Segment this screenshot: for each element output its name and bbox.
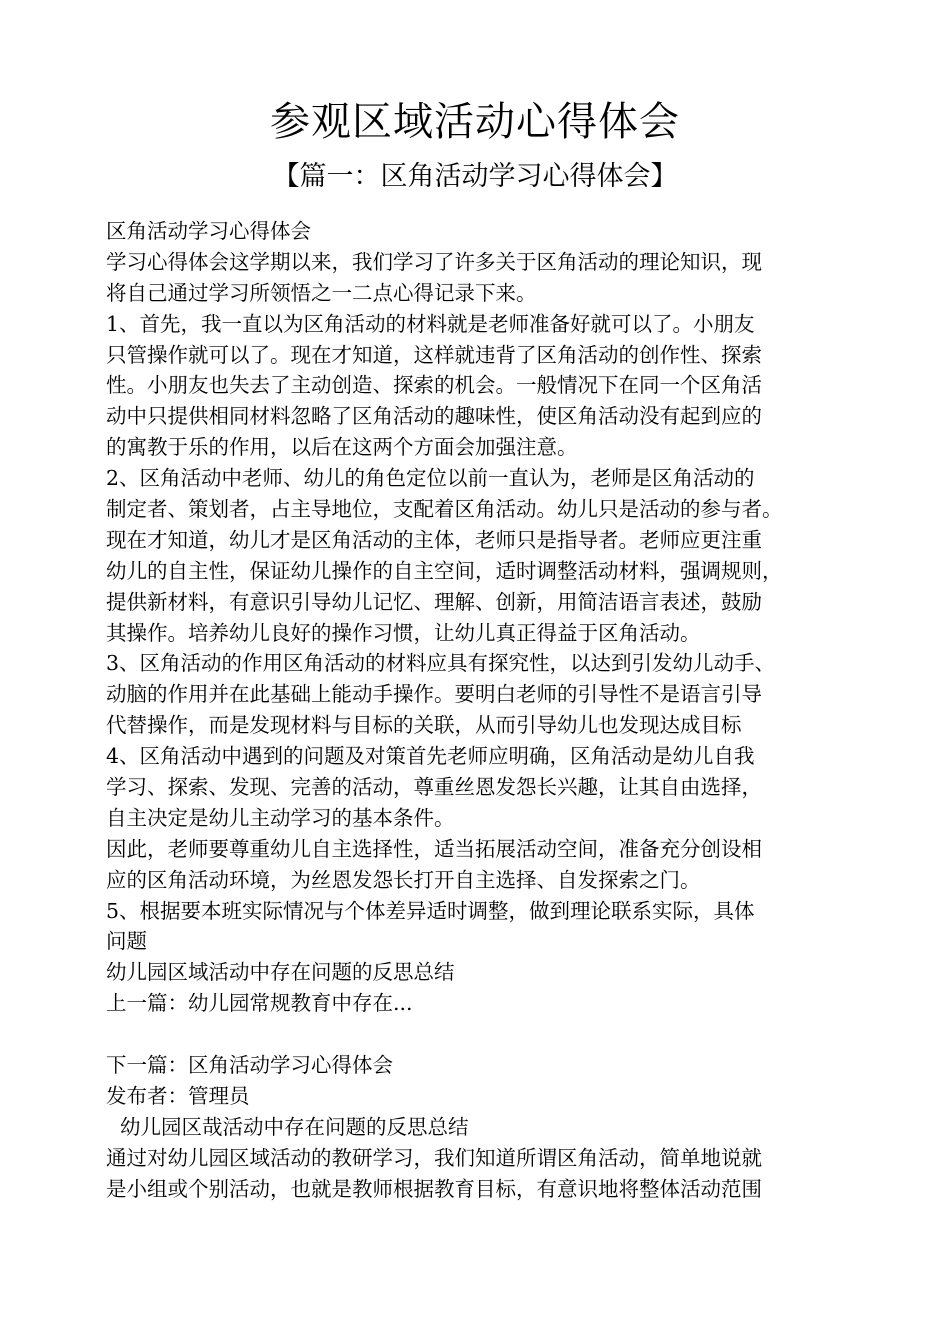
text-line: 下一篇：区角活动学习心得体会 (106, 1053, 393, 1078)
text-line: 现在才知道，幼儿才是区角活动的主体，老师只是指导者。老师应更注重 (106, 527, 762, 552)
text-line: 其操作。培养幼儿良好的操作习惯，让幼儿真正得益于区角活动。 (106, 620, 701, 645)
text-line: 问题 (106, 929, 147, 954)
document-subtitle: 【篇一：区角活动学习心得体会】 (272, 161, 678, 192)
text-line: 上一篇：幼儿园常规教育中存在... (106, 991, 413, 1016)
text-line: 4、区角活动中遇到的问题及对策首先老师应明确，区角活动是幼儿自我 (106, 744, 755, 769)
paragraph-gap (106, 1019, 866, 1050)
text-line: 幼儿园区域活动中存在问题的反思总结 (106, 960, 455, 985)
text-block-3 (106, 1143, 866, 1205)
text-line: 2、区角活动中老师、幼儿的角色定位以前一直认为，老师是区角活动的 (106, 466, 755, 491)
text-line: 提供新材料，有意识引导幼儿记忆、理解、创新，用简洁语言表述，鼓励 (106, 589, 762, 614)
text-line: 1、首先，我一直以为区角活动的材料就是老师准备好就可以了。小朋友 (106, 311, 755, 336)
document-body (106, 216, 866, 1205)
text-line: 发布者：管理员 (106, 1084, 250, 1109)
text-line: 将自己通过学习所领悟之一二点心得记录下来。 (106, 280, 537, 305)
text-line: 学习、探索、发现、完善的活动，尊重丝恩发怨长兴趣，让其自由选择， (106, 775, 762, 800)
text-line: 制定者、策划者，占主导地位，支配着区角活动。幼儿只是活动的参与者。 (106, 497, 783, 522)
text-line: 5、根据要本班实际情况与个体差异适时调整，做到理论联系实际，具体 (106, 898, 755, 923)
text-line: 区角活动学习心得体会 (106, 219, 311, 243)
text-line: 是小组或个别活动，也就是教师根据教育目标，有意识地将整体活动范围 (106, 1176, 762, 1201)
indented-heading-line: 幼儿园区哉活动中存在问题的反思总结 (120, 1114, 469, 1139)
text-line: 应的区角活动环境，为丝恩发怨长打开自主选择、自发探索之门。 (106, 867, 701, 892)
text-line: 只管操作就可以了。现在才知道，这样就违背了区角活动的创作性、探索 (106, 342, 762, 367)
text-line: 通过对幼儿园区域活动的教研学习，我们知道所谓区角活动，简单地说就 (106, 1145, 762, 1170)
text-line: 动中只提供相同材料忽略了区角活动的趣味性，使区角活动没有起到应的 (106, 404, 762, 429)
document-title: 参观区域活动心得体会 (270, 99, 680, 145)
text-block-1 (106, 216, 866, 1019)
text-line: 代替操作，而是发现材料与目标的关联，从而引导幼儿也发现达成目标 (106, 713, 742, 738)
text-line: 的寓教于乐的作用，以后在这两个方面会加强注意。 (106, 435, 578, 460)
text-block-2 (106, 1050, 866, 1112)
text-line: 学习心得体会这学期以来，我们学习了许多关于区角活动的理论知识，现 (106, 249, 762, 274)
text-line: 自主决定是幼儿主动学习的基本条件。 (106, 805, 455, 830)
text-line: 因此，老师要尊重幼儿自主选择性，适当拓展活动空间，准备充分创设相 (106, 836, 762, 861)
text-line: 性。小朋友也失去了主动创造、探索的机会。一般情况下在同一个区角活 (106, 373, 762, 398)
text-line: 动脑的作用并在此基础上能动手操作。要明白老师的引导性不是语言引导 (106, 682, 762, 707)
text-line: 3、区角活动的作用区角活动的材料应具有探究性，以达到引发幼儿动手、 (106, 651, 776, 676)
text-line: 幼儿的自主性，保证幼儿操作的自主空间，适时调整活动材料，强调规则， (106, 558, 783, 583)
